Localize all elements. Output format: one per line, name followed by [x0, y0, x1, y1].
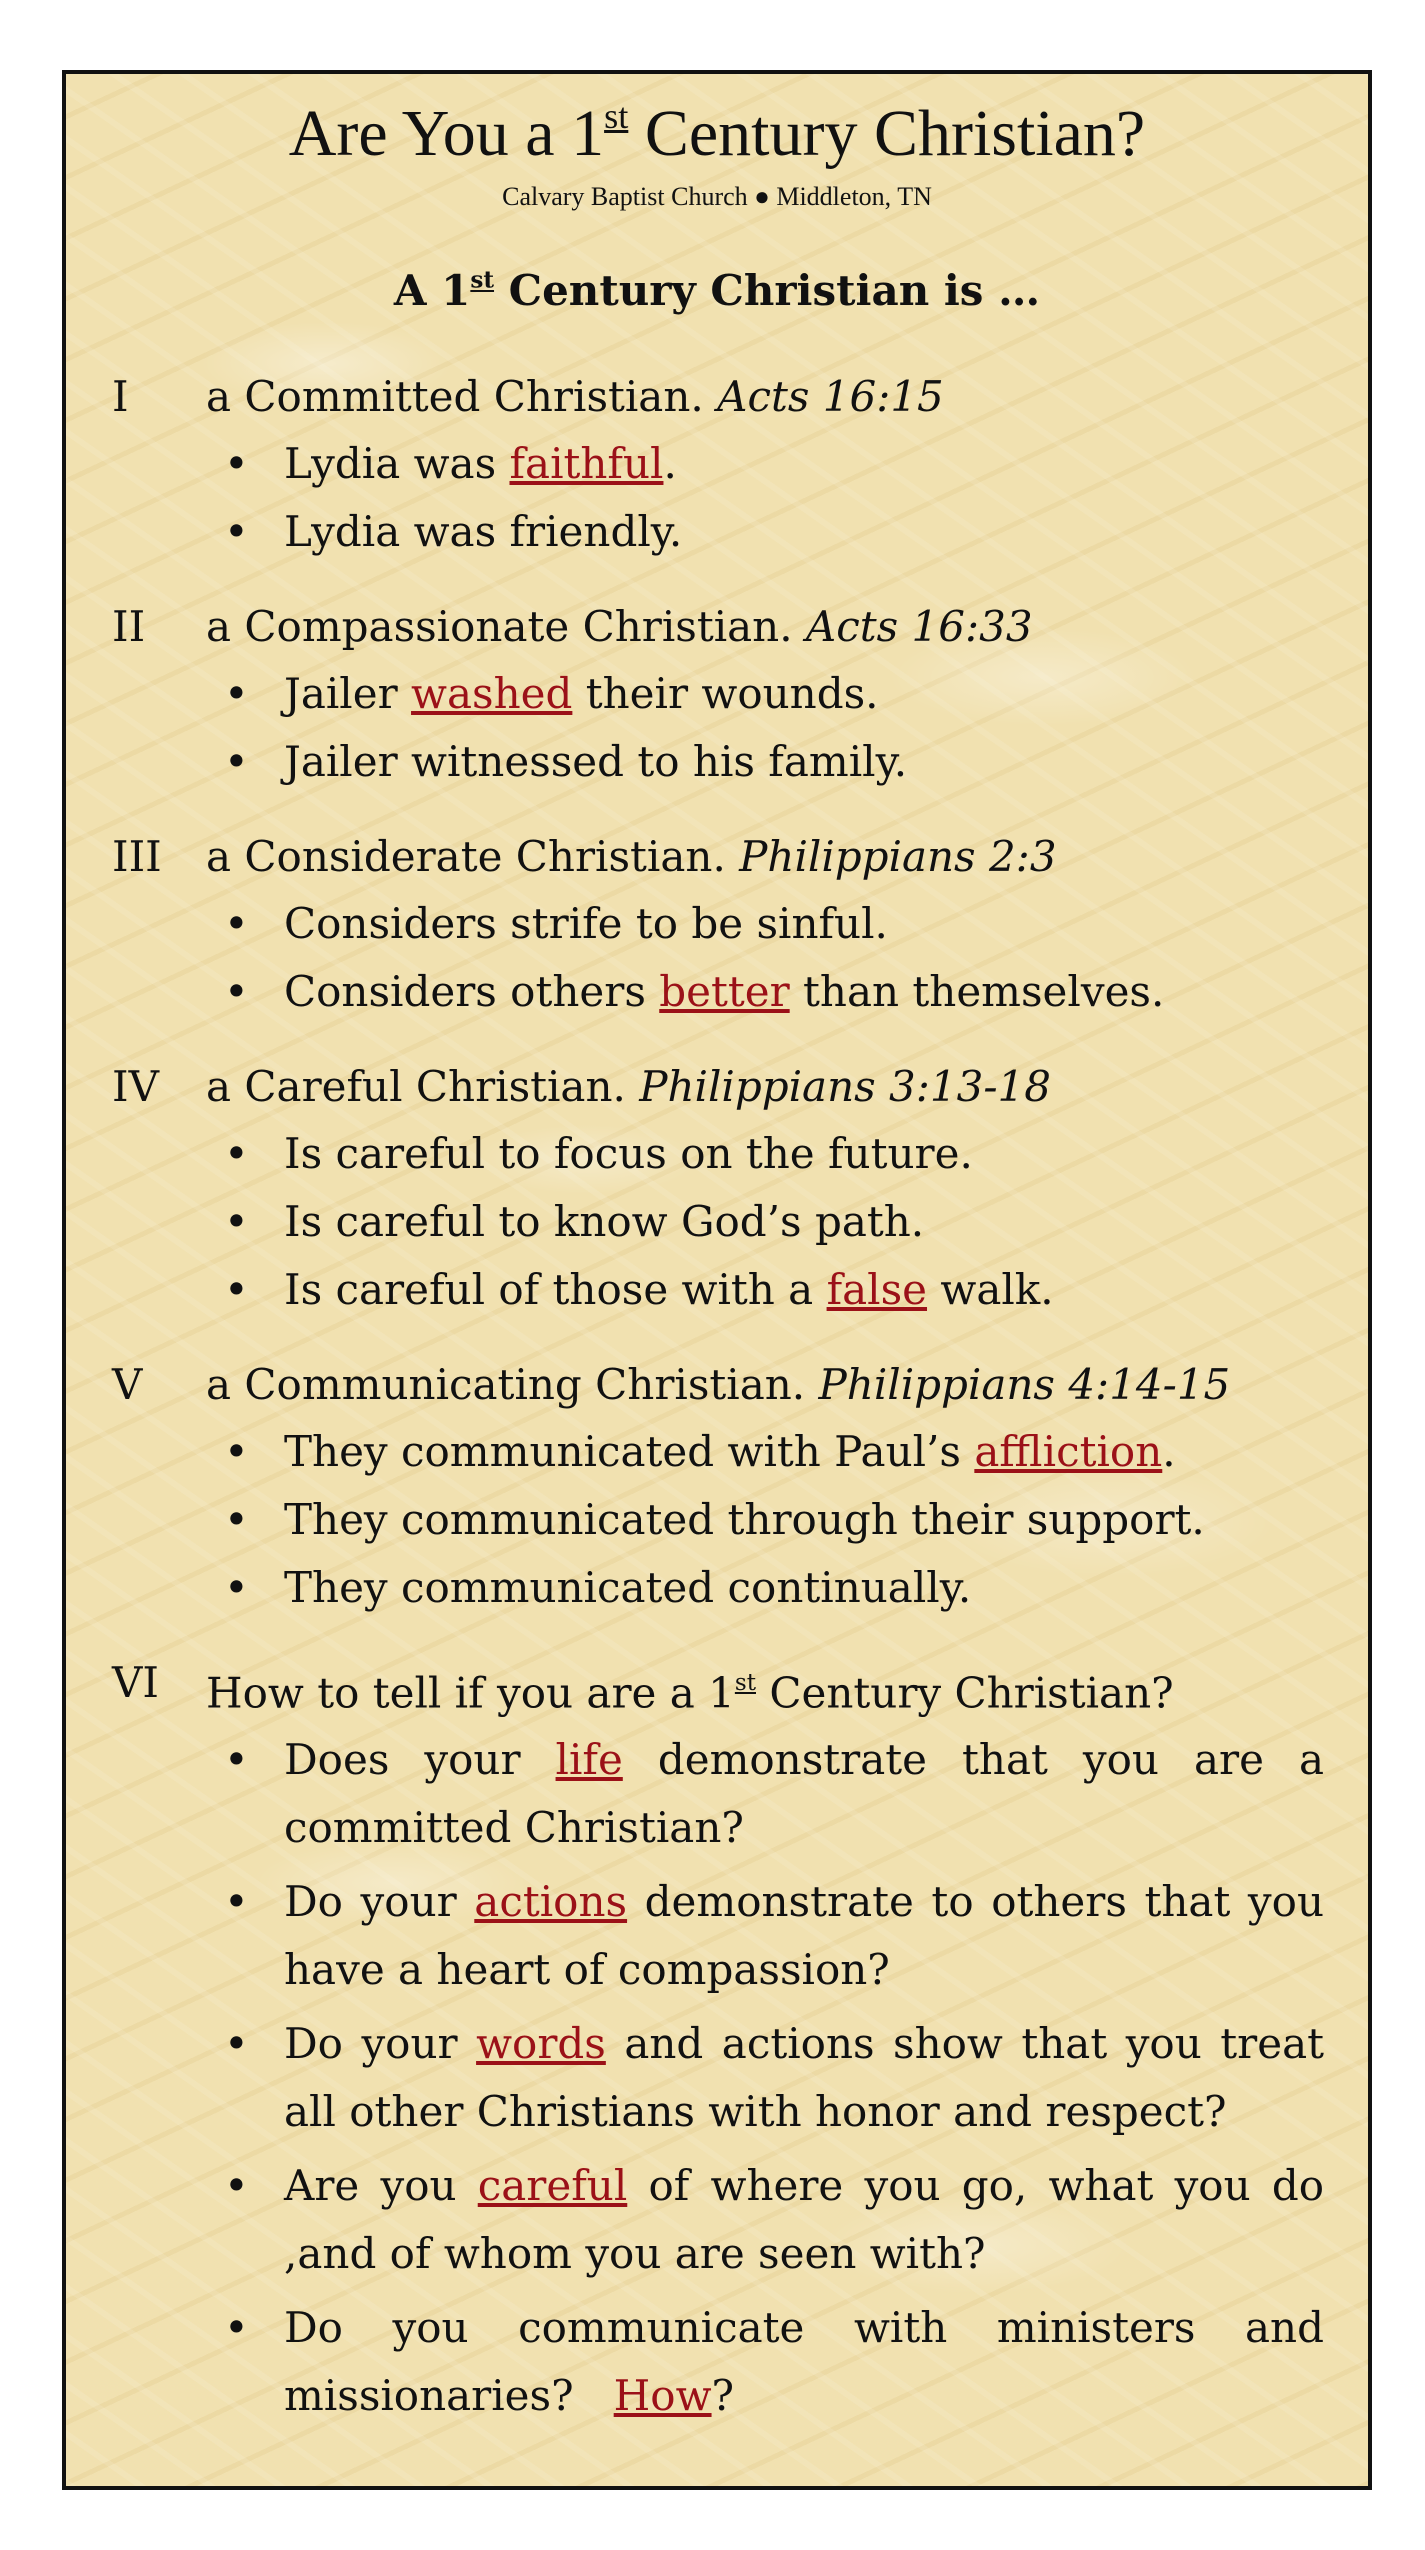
question-item: • Do your actions demonstrate to others that you have a heart of compassion? [224, 1877, 1324, 1995]
section-numeral: I [112, 372, 129, 421]
outline-section-1 [112, 364, 1342, 566]
question-item: • Does your life demonstrate that you are a committed Christian? [224, 1735, 1324, 1853]
highlight-word: affliction [974, 1427, 1163, 1476]
section-numeral: II [112, 602, 146, 651]
question-item: • Do your words and actions show that you treat all other Christians with honor and respect? [224, 2019, 1324, 2137]
outline-section-3 [112, 824, 1342, 1026]
scripture-ref: Acts 16:33 [805, 602, 1033, 651]
highlight-word: false [826, 1265, 928, 1314]
section-title: a Communicating Christian. Philippians 4:14-15 [206, 1360, 1231, 1409]
outline-section-5 [112, 1352, 1342, 1622]
page-title: Are You a 1st Century Christian? [288, 95, 1146, 170]
section-numeral: V [112, 1360, 143, 1409]
highlight-word: careful [477, 2161, 628, 2211]
section-title: a Compassionate Christian. Acts 16:33 [206, 602, 1033, 651]
scripture-ref: Acts 16:15 [717, 372, 944, 421]
section-title: How to tell if you are a 1st Century Christian? [206, 1668, 1174, 1718]
section-heading: A 1st Century Christian is … [393, 266, 1041, 315]
list-item: • Lydia was friendly. [224, 507, 683, 556]
list-item: • Jailer washed their wounds. [224, 669, 879, 718]
highlight-word: washed [411, 669, 573, 718]
section-numeral: VI [112, 1658, 159, 1707]
question-item: • Do you communicate with ministers and missionaries? How? [224, 2303, 1338, 2421]
list-item: • They communicated with Paul’s affliction. [224, 1427, 1176, 1476]
question-item: • Are you careful of where you go, what you do ,and of whom you are seen with? [224, 2161, 1325, 2279]
outline-section-4 [112, 1054, 1342, 1324]
list-item: • Jailer witnessed to his family. [224, 737, 908, 786]
handout-card [62, 70, 1372, 2490]
highlight-word: life [555, 1735, 623, 1785]
section-numeral: III [112, 832, 162, 881]
section-title: a Committed Christian. Acts 16:15 [206, 372, 944, 421]
list-item: • They communicated continually. [224, 1563, 972, 1612]
list-item: • They communicated through their support. [224, 1495, 1205, 1544]
list-item: • Lydia was faithful. [224, 439, 677, 488]
outline-section-6 [112, 1650, 1342, 2430]
highlight-word: How [613, 2371, 712, 2421]
outline [112, 364, 1342, 2458]
list-item: • Is careful to know God’s path. [224, 1197, 925, 1246]
list-item: • Considers others better than themselves. [224, 967, 1165, 1016]
highlight-word: words [476, 2019, 606, 2069]
list-item: • Considers strife to be sinful. [224, 899, 888, 948]
scripture-ref: Philippians 3:13-18 [639, 1062, 1051, 1111]
list-item: • Is careful to focus on the future. [224, 1129, 973, 1178]
highlight-word: better [659, 967, 790, 1016]
highlight-word: actions [474, 1877, 628, 1927]
scripture-ref: Philippians 2:3 [739, 832, 1057, 881]
section-numeral: IV [112, 1062, 159, 1111]
outline-section-2 [112, 594, 1342, 796]
section-title: a Considerate Christian. Philippians 2:3 [206, 832, 1057, 881]
scripture-ref: Philippians 4:14-15 [818, 1360, 1231, 1409]
section-title: a Careful Christian. Philippians 3:13-18 [206, 1062, 1051, 1111]
list-item: • Is careful of those with a false walk. [224, 1265, 1054, 1314]
highlight-word: faithful [509, 439, 664, 488]
church-subtitle: Calvary Baptist Church ● Middleton, TN [502, 182, 932, 211]
